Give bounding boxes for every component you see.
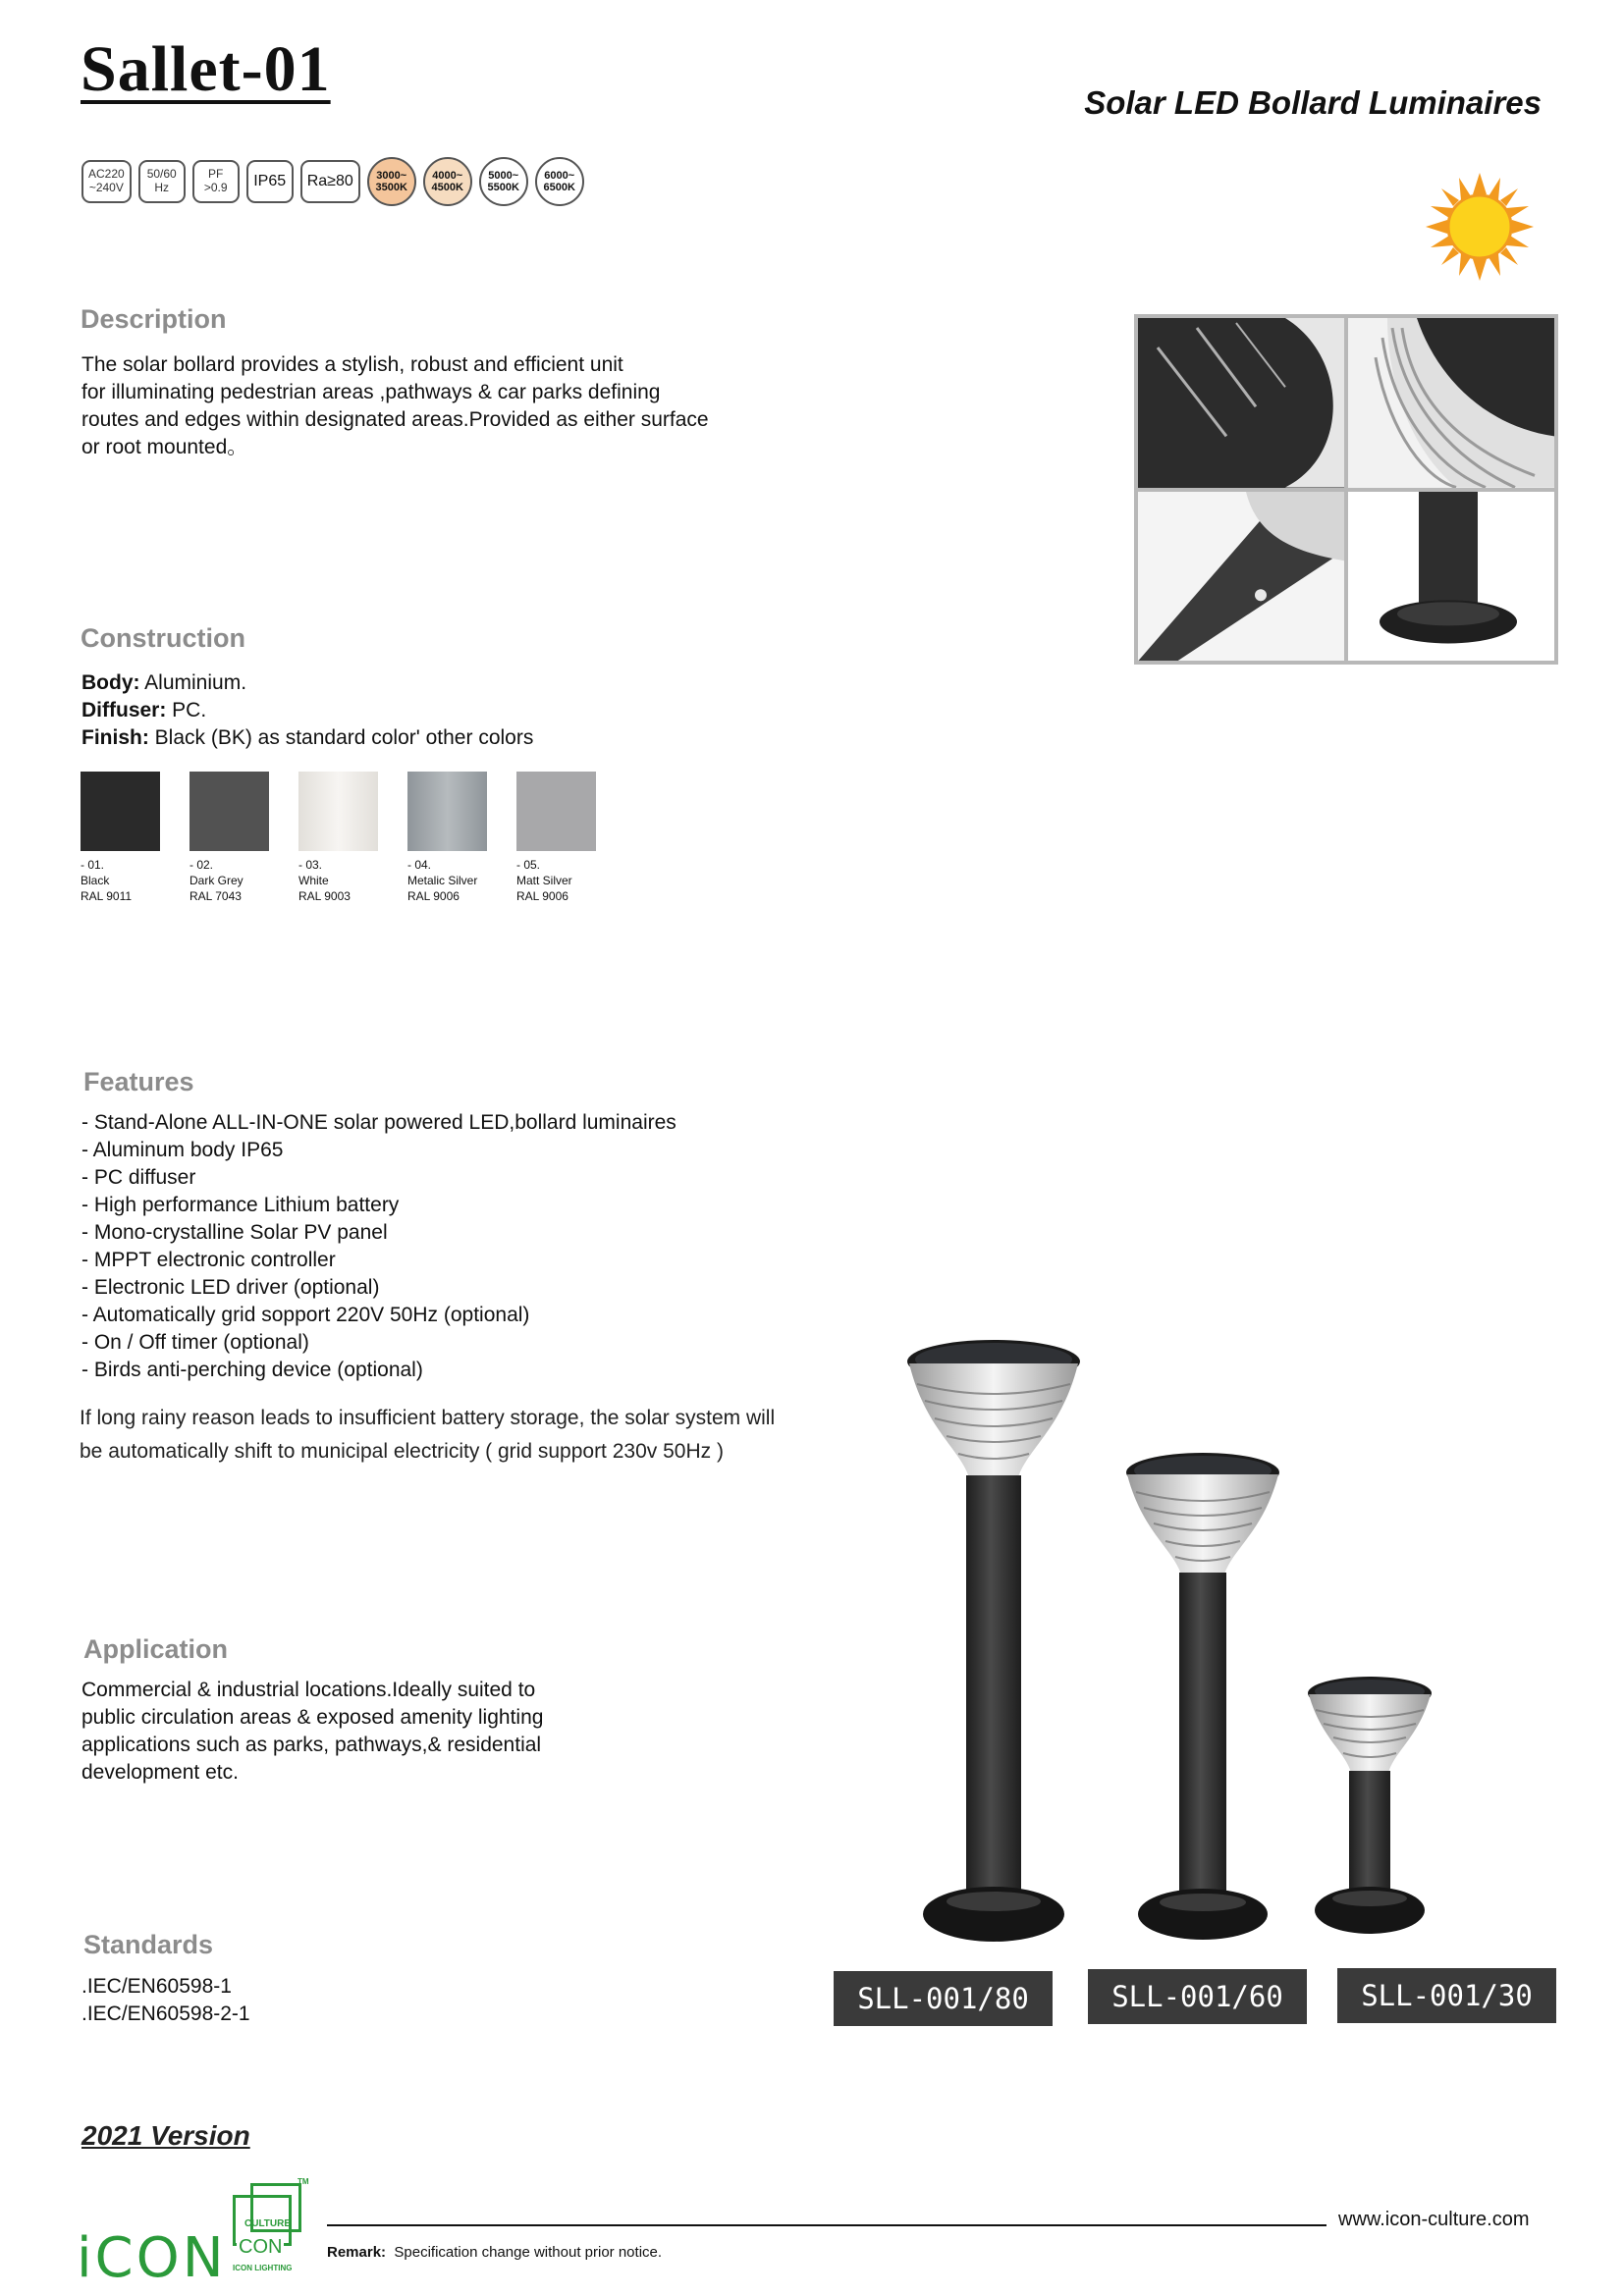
product-subtitle: Solar LED Bollard Luminaires: [1084, 84, 1542, 121]
feature-item: - Aluminum body IP65: [81, 1139, 284, 1161]
color-swatches: [81, 772, 596, 904]
version-label: 2021 Version: [81, 2120, 250, 2151]
features-heading: Features: [83, 1067, 194, 1096]
swatch-metalic-silver: - 04. Metalic Silver RAL 9006: [407, 772, 487, 904]
solar-panel-detail-photo: [1138, 318, 1344, 488]
swatch-black: - 01. Black RAL 9011: [81, 772, 160, 904]
icon-lighting-logo: CULTURE CON ICON LIGHTING TM: [233, 2177, 309, 2272]
standards-heading: Standards: [83, 1930, 214, 1959]
grid-support-note: If long rainy reason leads to insufficient battery storage, the solar system will be automatically shift to municipal electricity ( grid support 230v 50Hz ): [80, 1407, 776, 1463]
bollard-tall-image: [905, 1340, 1082, 1944]
cri-badge: Ra≥80: [300, 160, 360, 203]
base-detail-photo: [1348, 492, 1554, 662]
feature-item: - On / Off timer (optional): [81, 1331, 309, 1354]
brand-wordmark: iCON: [77, 2226, 227, 2290]
standards-list: .IEC/EN60598-1 .IEC/EN60598-2-1: [81, 1975, 250, 2025]
construction-heading: Construction: [81, 623, 245, 653]
remark-text: Remark: Specification change without prior notice.: [327, 2244, 663, 2261]
feature-item: - PC diffuser: [81, 1166, 196, 1189]
application-text: Commercial & industrial locations.Ideally suited to public circulation areas & exposed amenity lighting applications such as parks, pathways,& residential development etc.: [81, 1679, 544, 1784]
spec-badges: [81, 157, 584, 206]
diffuser-detail-photo: [1348, 318, 1554, 488]
feature-item: - Mono-crystalline Solar PV panel: [81, 1221, 388, 1244]
application-heading: Application: [83, 1634, 228, 1664]
swatch-white: - 03. White RAL 9003: [298, 772, 378, 904]
feature-item: - MPPT electronic controller: [81, 1249, 336, 1271]
pole-detail-photo: [1138, 492, 1344, 662]
swatch-dark-grey: - 02. Dark Grey RAL 7043: [189, 772, 269, 904]
voltage-badge: AC220 ~240V: [81, 160, 132, 203]
bollard-short-image: [1306, 1677, 1434, 1942]
description-heading: Description: [81, 304, 227, 334]
power-factor-badge: PF >0.9: [192, 160, 240, 203]
feature-item: - Birds anti-perching device (optional): [81, 1359, 423, 1381]
feature-item: - Stand-Alone ALL-IN-ONE solar powered LED,bollard luminaires: [81, 1111, 677, 1134]
ip-rating-badge: IP65: [246, 160, 294, 203]
frequency-badge: 50/60 Hz: [138, 160, 186, 203]
detail-photo-grid: [1134, 314, 1558, 665]
features-list: [81, 1109, 677, 1384]
sun-icon: [1426, 173, 1534, 281]
footer-divider: [327, 2224, 1326, 2226]
feature-item: - High performance Lithium battery: [81, 1194, 400, 1216]
model-label-60: SLL-001/60: [1088, 1969, 1307, 2024]
website-link[interactable]: www.icon-culture.com: [1338, 2209, 1530, 2230]
cct-badge-5000: 5000~ 5500K: [479, 157, 528, 206]
feature-item: - Automatically grid sopport 220V 50Hz (optional): [81, 1304, 530, 1326]
model-label-80: SLL-001/80: [834, 1971, 1053, 2026]
construction-text: Body: Aluminium. Diffuser: PC. Finish: Black (BK) as standard color' other colors: [81, 671, 534, 749]
bollard-medium-image: [1124, 1453, 1281, 1942]
product-title: Sallet-01: [81, 33, 331, 105]
cct-badge-4000: 4000~ 4500K: [423, 157, 472, 206]
feature-item: - Electronic LED driver (optional): [81, 1276, 380, 1299]
cct-badge-3000: 3000~ 3500K: [367, 157, 416, 206]
description-text: The solar bollard provides a stylish, robust and efficient unit for illuminating pedestrian areas ,pathways & car parks defining routes and edges within designated areas.Provided as either surface or root mounted。: [81, 353, 709, 458]
cct-badge-6000: 6000~ 6500K: [535, 157, 584, 206]
swatch-matt-silver: - 05. Matt Silver RAL 9006: [516, 772, 596, 904]
model-label-30: SLL-001/30: [1337, 1968, 1556, 2023]
